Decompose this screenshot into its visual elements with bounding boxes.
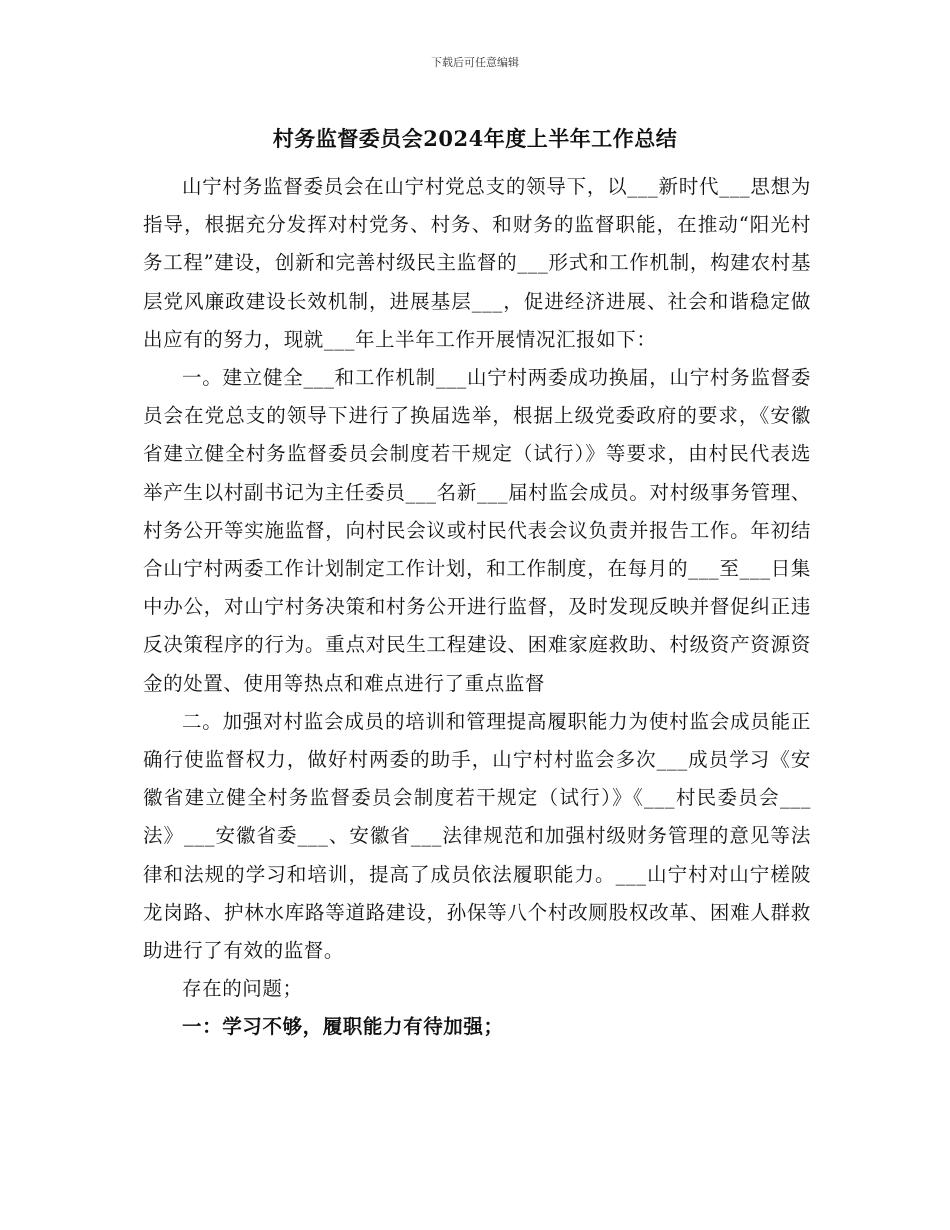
problems-heading: 存在的问题；	[182, 977, 303, 1001]
intro-paragraph: 山宁村务监督委员会在山宁村党总支的领导下，以___新时代___思想为指导，根据充分发挥对村党务、村务、和财务的监督职能，在推动“阳光村务工程”建设，创新和完善村级民主监督的___形式和工作机制，构建农村基层党风廉政建设长效机制，进展基层___，促进经济进展、社会和谐稳定做出应有的努力，现就___年上半年工作开展情况汇报如下：	[143, 175, 811, 351]
problem-one-heading: 一：学习不够，履职能力有待加强；	[182, 1015, 504, 1039]
header-note: 下载后可任意编辑	[431, 56, 519, 69]
document-body	[143, 168, 811, 1047]
document-title: 村务监督委员会2024年度上半年工作总结	[272, 126, 678, 151]
section-two-paragraph: 二。加强对村监会成员的培训和管理提高履职能力为使村监会成员能正确行使监督权力，做好村两委的助手，山宁村村监会多次___成员学习《安徽省建立健全村务监督委员会制度若干规定（试行）》《___村民委员会___法》___安徽省委___、安徽省___法律规范和加强村级财务管理的意见等法律和法规的学习和培训，提高了成员依法履职能力。___山宁村对山宁槎陂龙岗路、护林水库路等道路建设，孙保等八个村改厕股权改革、困难人群救助进行了有效的监督。	[143, 709, 811, 963]
section-one-paragraph: 一。建立健全___和工作机制___山宁村两委成功换届，山宁村务监督委员会在党总支的领导下进行了换届选举，根据上级党委政府的要求，《安徽省建立健全村务监督委员会制度若干规定（试行）》等要求，由村民代表选举产生以村副书记为主任委员___名新___届村监会成员。对村级事务管理、村务公开等实施监督，向村民会议或村民代表会议负责并报告工作。年初结合山宁村两委工作计划制定工作计划，和工作制度，在每月的___至___日集中办公，对山宁村务决策和村务公开进行监督，及时发现反映并督促纠正违反决策程序的行为。重点对民生工程建设、困难家庭救助、村级资产资源资金的处置、使用等热点和难点进行了重点监督	[143, 366, 811, 695]
